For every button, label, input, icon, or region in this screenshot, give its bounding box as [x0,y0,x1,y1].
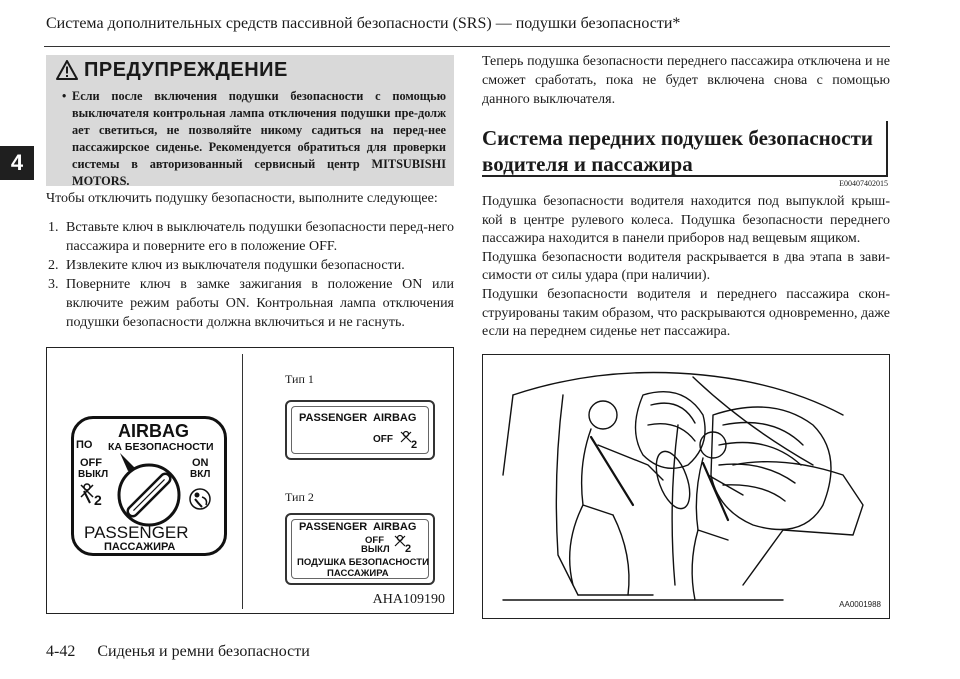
airbag-switch-plate [71,416,227,556]
step-item [46,218,454,256]
body-paragraph: Подушка безопасности водителя раскрывается в два этапа в зави-симости от силы удара (при наличии). [482,249,890,284]
page-number: 4-42 [46,643,76,660]
step-text: Вставьте ключ в выключатель подушки безопасности перед-него пассажира и поверните его в положение OFF. [66,220,454,254]
switch-on-ru-label: ВКЛ [190,469,211,480]
warning-triangle-icon [56,60,78,80]
warning-text [62,88,446,190]
figure-left-code: AHA109190 [372,592,445,607]
type1-airbag-off-icon [399,430,421,450]
type2-label: Тип 2 [285,490,314,504]
type2-panel [285,513,435,585]
switch-on-label: ON [192,457,209,469]
switch-passenger-label: PASSENGER [84,523,189,542]
page-footer [46,642,310,662]
warning-header [46,55,454,85]
step-number: 3. [48,277,59,292]
type2-off-label: OFF [365,535,384,546]
switch-off-label: OFF [80,457,102,469]
switch-subtitle-label: КА БЕЗОПАСНОСТИ [108,441,214,453]
step-number: 2. [48,258,59,273]
warning-box [46,55,454,186]
body-paragraph: Подушка безопасности водителя находится под выпуклой крыш-кой в центре рулевого колеса. Подушка безопасности переднего пассажира находится в панели приборов над вещевым ящиком. [482,194,890,247]
step-number: 1. [48,220,59,235]
section-heading-box [482,121,888,177]
type2-line1-label: ПОДУШКА БЕЗОПАСНОСТИ [297,557,429,568]
key-slot-icon [106,447,192,533]
switch-airbag-label: AIRBAG [118,421,189,441]
type1-passenger-label: PASSENGER [299,412,368,424]
type2-off-ru-label: ВЫКЛ [361,544,390,555]
type2-airbag-label: AIRBAG [373,521,417,533]
type1-icon-number: 2 [411,439,418,450]
type2-airbag-off-icon [393,534,415,554]
type1-label: Тип 1 [285,372,314,386]
type1-airbag-label: AIRBAG [373,412,417,424]
footer-section: Сиденья и ремни безопасности [97,643,310,660]
step-text: Поверните ключ в замке зажигания в положение ON или включите режим работы ON. Контрольная лампа отключения подушки безопасности должна включиться и не гаснуть. [66,277,454,330]
intro-text: Чтобы отключить подушку безопасности, выполните следующее: [46,191,438,206]
figure-divider [242,354,243,609]
right-intro-text: Теперь подушка безопасности переднего пассажира отключена и не сможет сработать, пока не будет включена снова с помощью данного выключателя. [482,54,890,107]
airbag-switch-figure [46,347,454,614]
airbag-off-icon [78,481,108,507]
type2-line2-label: ПАССАЖИРА [327,568,389,579]
page-header-title: Система дополнительных средств пассивной безопасности (SRS) — подушки безопасности* [46,15,681,32]
chapter-tab: 4 [0,146,34,180]
airbag-deployment-illustration [483,355,889,618]
type2-icon-number: 2 [405,543,412,554]
switch-off-ru-label: ВЫКЛ [78,469,109,480]
warning-title: ПРЕДУПРЕЖДЕНИЕ [84,59,288,81]
section-title [482,125,873,177]
right-body-text [482,193,890,342]
type2-passenger-label: PASSENGER [299,521,368,533]
section-title-line1: Система передних подушек безопасности [482,126,873,150]
step-item [46,275,454,332]
airbag-icon-number: 2 [94,492,102,507]
switch-passenger-ru-label: ПАССАЖИРА [104,541,176,553]
steps-list [46,218,454,332]
body-paragraph: Подушки безопасности водителя и переднего пассажира скон-струированы таким образом, что раскрываются одновременно, даже если на переднем сиденье нет пассажира. [482,286,890,340]
header-rule [44,46,890,47]
warning-body: Если после включения подушки безопасности с помощью выключателя контрольная лампа отключения подушки пре-долж ает светиться, не позволяйте никому садиться на перед-нее пассажирское сиденье. Рекомендуется обратиться для проверки системы в авторизованный сервисный центр MITSUBISHI MOTORS. [72,89,446,188]
switch-prefix-label: ПО [76,439,93,451]
step-item [46,256,454,275]
type1-panel [285,400,435,460]
section-title-line2: водителя и пассажира [482,152,693,176]
type1-off-label: OFF [373,434,393,445]
step-text: Извлеките ключ из выключателя подушки безопасности. [66,258,405,273]
warning-bullet: • [62,89,67,103]
figure-right-code: AA0001988 [839,600,881,609]
section-code: E00407402015 [839,179,888,188]
airbag-deployment-figure [482,354,890,619]
